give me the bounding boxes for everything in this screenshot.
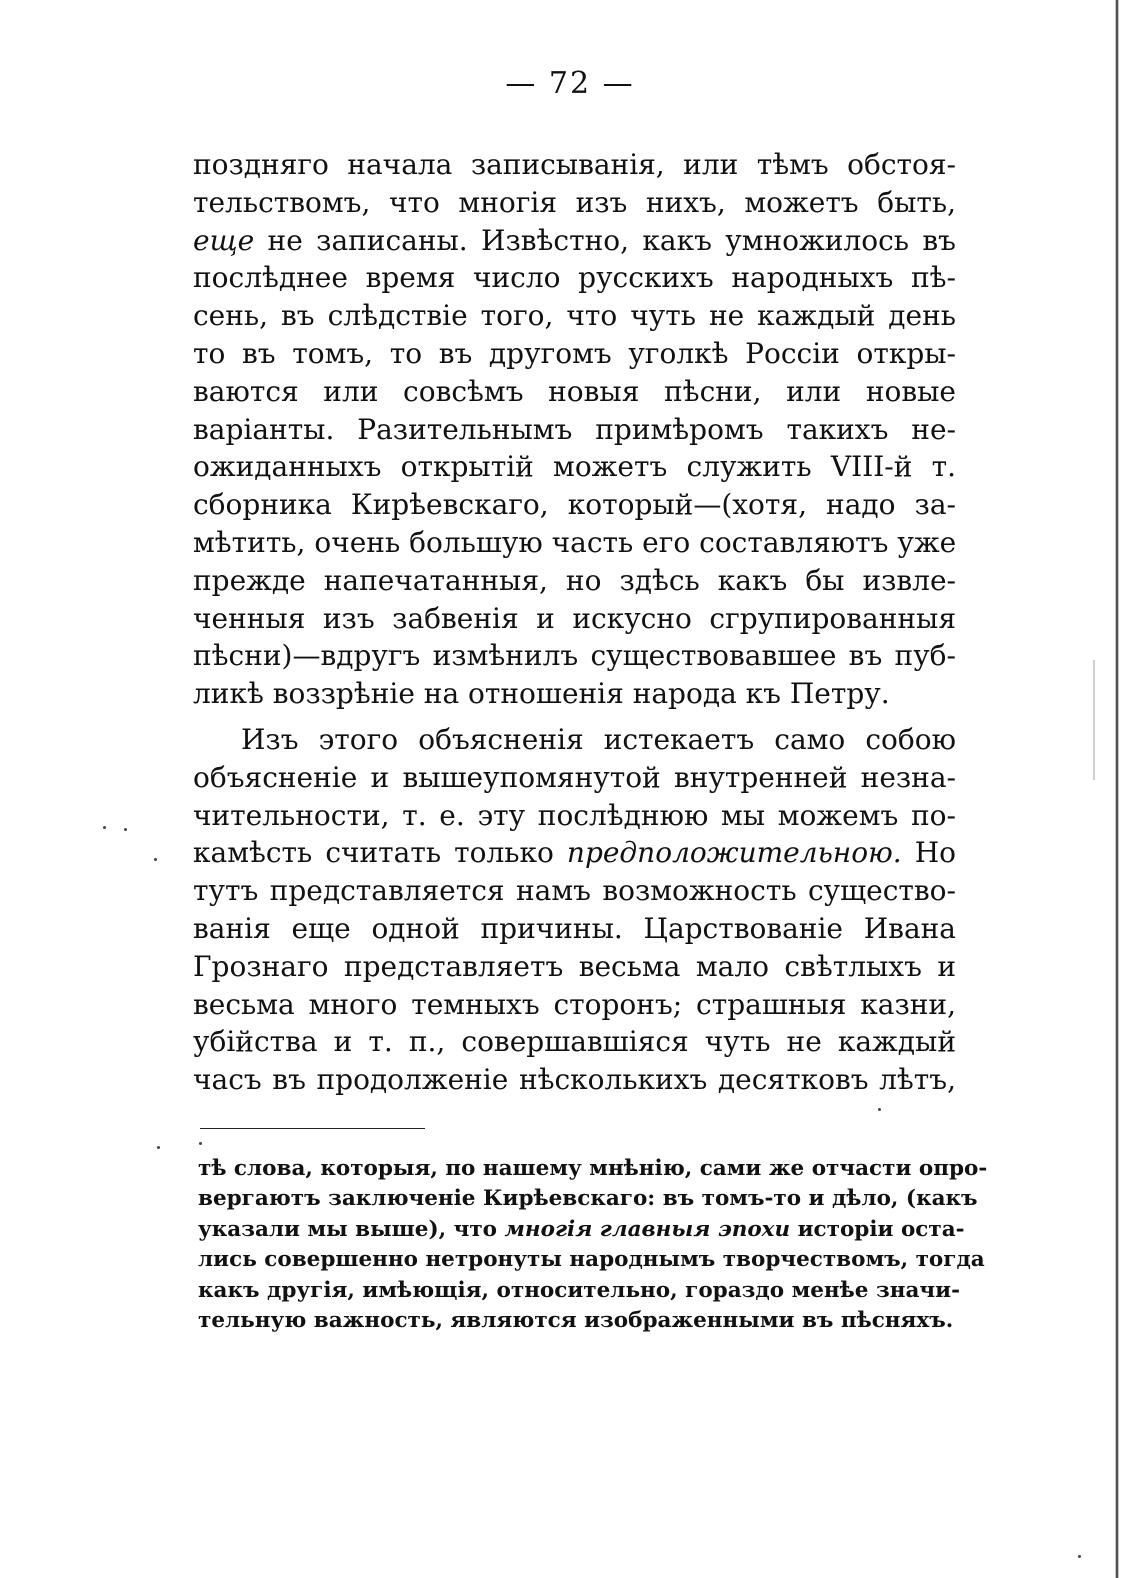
footnote-line: указали мы выше), что многія главныя эпохи исторіи оста- (198, 1216, 965, 1242)
italic-phrase: многія главныя эпохи (504, 1216, 791, 1242)
text-line: чительности, т. е. эту послѣднюю мы можемъ по- (193, 798, 956, 832)
text-line: весьма много темныхъ сторонъ; страшныя казни, (193, 987, 956, 1021)
text-line: то въ томъ, то въ другомъ уголкѣ Россіи откры- (193, 336, 956, 370)
italic-word: еще (193, 223, 255, 257)
text-line: Грознаго представляетъ весьма мало свѣтлыхъ и (193, 949, 956, 983)
page-number: — 72 — (505, 66, 635, 101)
text-line: объясненіе и вышеупомянутой внутренней незна- (193, 760, 956, 794)
text-line: еще не записаны. Извѣстно, какъ умножилось въ (193, 223, 956, 257)
italic-word: предположительною. (566, 836, 902, 870)
footnote-line: тельную важность, являются изображенными въ пѣсняхъ. (198, 1307, 954, 1333)
speck (103, 826, 106, 829)
text-line: камѣсть считать только предположительною. Но (193, 836, 956, 870)
text-line: ожиданныхъ открытій можетъ служить VIII-й т. (193, 450, 956, 484)
footnote-line: лись совершенно нетронуты народнымъ творчествомъ, тогда (198, 1247, 985, 1273)
body-text (193, 146, 956, 1099)
text-line: тельствомъ, что многія изъ нихъ, можетъ быть, (193, 185, 956, 219)
scan-edge-mark (1093, 660, 1095, 780)
speck (878, 1108, 881, 1111)
text-line: часъ въ продолженіе нѣсколькихъ десятковъ лѣтъ, (193, 1063, 956, 1097)
text-line: мѣтить, очень большую часть его составляютъ уже (193, 525, 957, 559)
speck (124, 828, 127, 831)
text-line: прежде напечатанныя, но здѣсь какъ бы извле- (193, 563, 956, 597)
text-line: ченныя изъ забвенія и искусно сгрупированныя (193, 601, 956, 635)
footnote (198, 1154, 988, 1336)
text-line: убійства и т. п., совершавшіяся чуть не каждый (193, 1025, 956, 1059)
paragraph-first-line: Изъ этого объясненія истекаетъ само собою (241, 722, 956, 756)
text-line: ванія еще одной причины. Царствованіе Ивана (193, 911, 956, 945)
text-line: позднягo начала записыванія, или тѣмъ обстоя- (193, 148, 956, 181)
text-line: сень, въ слѣдствіе того, что чуть не каждый день (193, 299, 956, 333)
footnote-rule (200, 1128, 425, 1129)
text-line: сборника Кирѣевскаго, который—(хотя, надо за- (193, 488, 956, 522)
footnote-line: вергаютъ заключеніе Кирѣевскаго: въ томъ-то и дѣло, (какъ (198, 1186, 978, 1212)
text-line: ликѣ воззрѣніе на отношенія народа къ Петру. (193, 677, 890, 711)
speck (1078, 1555, 1081, 1558)
text-line: пѣсни)—вдругъ измѣнилъ существовавшее въ пуб- (193, 639, 956, 673)
footnote-line: тѣ слова, которыя, по нашему мнѣнію, сами же отчасти опро- (198, 1156, 988, 1181)
speck (157, 1146, 160, 1149)
speck (199, 1142, 202, 1145)
text-line: ваются или совсѣмъ новыя пѣсни, или новые (193, 374, 956, 408)
footnote-line: какъ другія, имѣющія, относительно, гораздо менѣе значи- (198, 1277, 960, 1303)
text-line: послѣднее время число русскихъ народныхъ пѣ- (193, 261, 956, 295)
scan-edge-shadow (1115, 0, 1119, 1578)
text-line: варіанты. Разительнымъ примѣромъ такихъ не- (193, 412, 956, 446)
text-line: тутъ представляется намъ возможность существо- (193, 874, 956, 908)
speck (154, 858, 157, 861)
